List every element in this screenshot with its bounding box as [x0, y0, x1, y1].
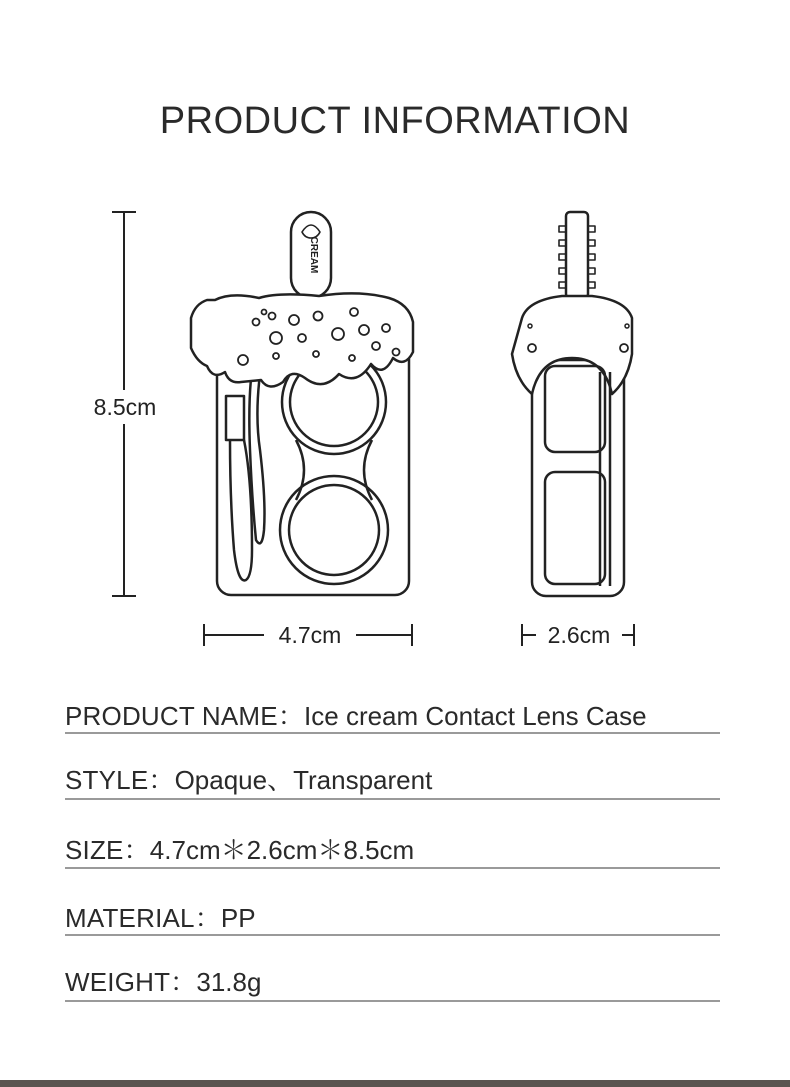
info-value: Ice cream Contact Lens Case	[304, 701, 647, 731]
width-label: 4.7cm	[278, 622, 342, 648]
info-row-product-name	[65, 696, 720, 734]
info-value: Opaque、Transparent	[174, 765, 433, 795]
height-label: 8.5cm	[93, 394, 157, 420]
side-view-case	[512, 212, 632, 596]
info-row-weight	[65, 962, 720, 1002]
front-view-case	[191, 212, 413, 595]
info-row-style	[65, 760, 720, 800]
stick-brand-text: CREAM	[308, 236, 319, 274]
info-label: MATERIAL：	[65, 903, 221, 933]
info-label: SIZE：	[65, 835, 150, 865]
info-value: PP	[220, 903, 256, 933]
info-label: PRODUCT NAME：	[65, 701, 305, 731]
info-row-material	[65, 898, 720, 936]
info-label: WEIGHT：	[65, 967, 197, 997]
info-value: 31.8g	[196, 967, 262, 997]
depth-label: 2.6cm	[547, 622, 611, 648]
page-title: PRODUCT INFORMATION	[159, 100, 631, 142]
footer-bar	[0, 1080, 790, 1087]
info-row-size	[65, 830, 720, 869]
info-value: 4.7cm＊2.6cm＊8.5cm	[149, 835, 415, 865]
info-label: STYLE：	[65, 765, 175, 795]
